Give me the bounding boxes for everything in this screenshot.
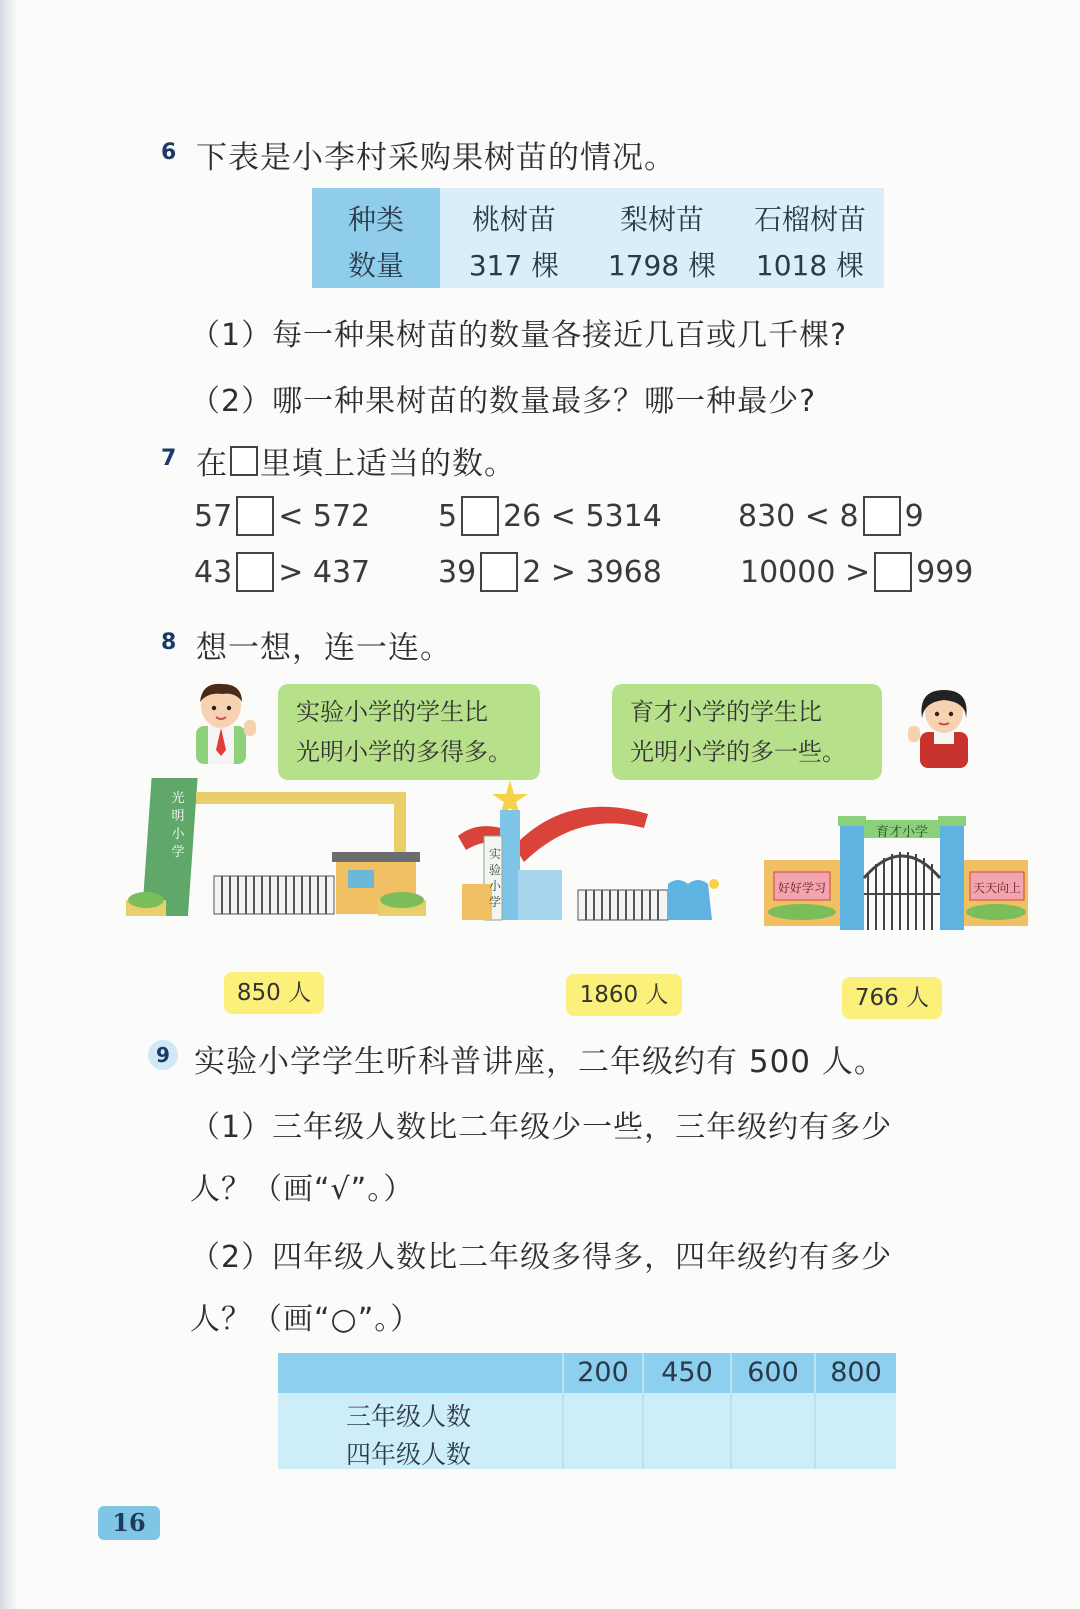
inequality-item — [194, 496, 370, 536]
bubble-line: 育才小学的学生比 — [630, 698, 822, 726]
bubble-line: 光明小学的多一些。 — [630, 738, 846, 766]
inequality-right: 2 > 3968 — [522, 554, 662, 590]
question-9-text: 实验小学学生听科普讲座，二年级约有 500 人。 — [194, 1044, 886, 1080]
question-7-text — [196, 438, 516, 483]
table-header-value: 800 — [830, 1357, 882, 1388]
inequality-right: 999 — [916, 554, 974, 590]
inequality-left: 830 < 8 — [738, 498, 859, 534]
school-sign-shiyan: 实验小学 — [488, 847, 501, 909]
speech-bubble-left — [278, 684, 540, 780]
seedling-table — [312, 188, 884, 288]
inequality-right: < 572 — [278, 498, 371, 534]
inequality-left: 39 — [438, 554, 477, 590]
table-header-value: 450 — [661, 1357, 713, 1388]
school-sign-yucai: 育才小学 — [875, 825, 928, 840]
question-6-text: 下表是小李村采购果树苗的情况。 — [196, 140, 676, 176]
seedling-table-cell: 1798 棵 — [607, 249, 717, 282]
inequality-item — [438, 496, 662, 536]
question-9-part-2-line-1: （2）四年级人数比二年级多得多，四年级约有多少 — [190, 1240, 893, 1275]
seedling-table-cell: 317 棵 — [468, 249, 560, 282]
answer-box[interactable] — [461, 496, 499, 536]
question-9-part-1-line-1: （1）三年级人数比二年级少一些，三年级约有多少 — [190, 1110, 893, 1145]
bubble-line: 实验小学的学生比 — [296, 698, 488, 726]
question-7-text-after: 里填上适当的数。 — [260, 446, 516, 482]
question-6-number: 6 — [161, 140, 177, 165]
answer-box[interactable] — [863, 496, 901, 536]
inequality-item — [740, 552, 973, 592]
gate-banner-left: 好好学习 — [777, 881, 826, 895]
student-count-tag[interactable]: 1860 人 — [566, 974, 682, 1016]
question-9-part-2-line-2: 人？（画“○”。） — [190, 1302, 422, 1337]
inequality-item — [738, 496, 924, 536]
school-sign-guangming: 光明小学 — [171, 791, 185, 860]
question-9-part-1-line-2: 人？（画“√”。） — [190, 1172, 415, 1207]
seedling-table-cell: 石榴树苗 — [753, 203, 866, 236]
inequality-left: 43 — [194, 554, 233, 590]
inequality-left: 10000 > — [740, 554, 871, 590]
page-binding-edge — [0, 0, 18, 1609]
inequality-left: 57 — [194, 498, 233, 534]
answer-box[interactable] — [874, 552, 912, 592]
question-9-number: 9 — [148, 1040, 178, 1070]
table-header-value: 600 — [747, 1357, 799, 1388]
question-7-text-before: 在 — [196, 446, 228, 482]
girl-student-icon — [908, 686, 978, 770]
question-6-part-2: （2）哪一种果树苗的数量最多？哪一种最少? — [190, 384, 817, 419]
grade-count-table — [278, 1353, 896, 1469]
gate-banner-right: 天天向上 — [972, 881, 1021, 895]
table-row-label-grade-4: 四年级人数 — [346, 1440, 472, 1469]
seedling-table-cell: 梨树苗 — [619, 203, 704, 236]
inequality-right: > 437 — [278, 554, 371, 590]
question-7-number: 7 — [161, 446, 177, 471]
inequality-right: 9 — [904, 498, 924, 534]
question-8-number: 8 — [161, 630, 177, 655]
answer-box-icon — [230, 446, 258, 476]
table-header-value: 200 — [577, 1357, 629, 1388]
student-count-tag[interactable]: 766 人 — [842, 977, 942, 1019]
page-number: 16 — [98, 1506, 160, 1540]
inequality-left: 5 — [438, 498, 458, 534]
question-8-text: 想一想，连一连。 — [196, 630, 452, 666]
boy-student-icon — [186, 680, 258, 766]
answer-box[interactable] — [236, 552, 274, 592]
speech-bubble-right — [612, 684, 882, 780]
answer-box[interactable] — [236, 496, 274, 536]
answer-box[interactable] — [480, 552, 518, 592]
table-row-label-grade-3: 三年级人数 — [346, 1402, 472, 1431]
seedling-table-cell: 数量 — [347, 249, 404, 282]
bubble-line: 光明小学的多得多。 — [296, 738, 512, 766]
question-6-part-1: （1）每一种果树苗的数量各接近几百或几千棵? — [190, 318, 848, 353]
seedling-table-cell: 1018 棵 — [755, 249, 865, 282]
inequality-item — [438, 552, 662, 592]
inequality-right: 26 < 5314 — [503, 498, 662, 534]
seedling-table-cell: 桃树苗 — [471, 203, 556, 236]
seedling-table-cell: 种类 — [347, 203, 404, 236]
student-count-tag[interactable]: 850 人 — [224, 972, 324, 1014]
inequality-item — [194, 552, 370, 592]
